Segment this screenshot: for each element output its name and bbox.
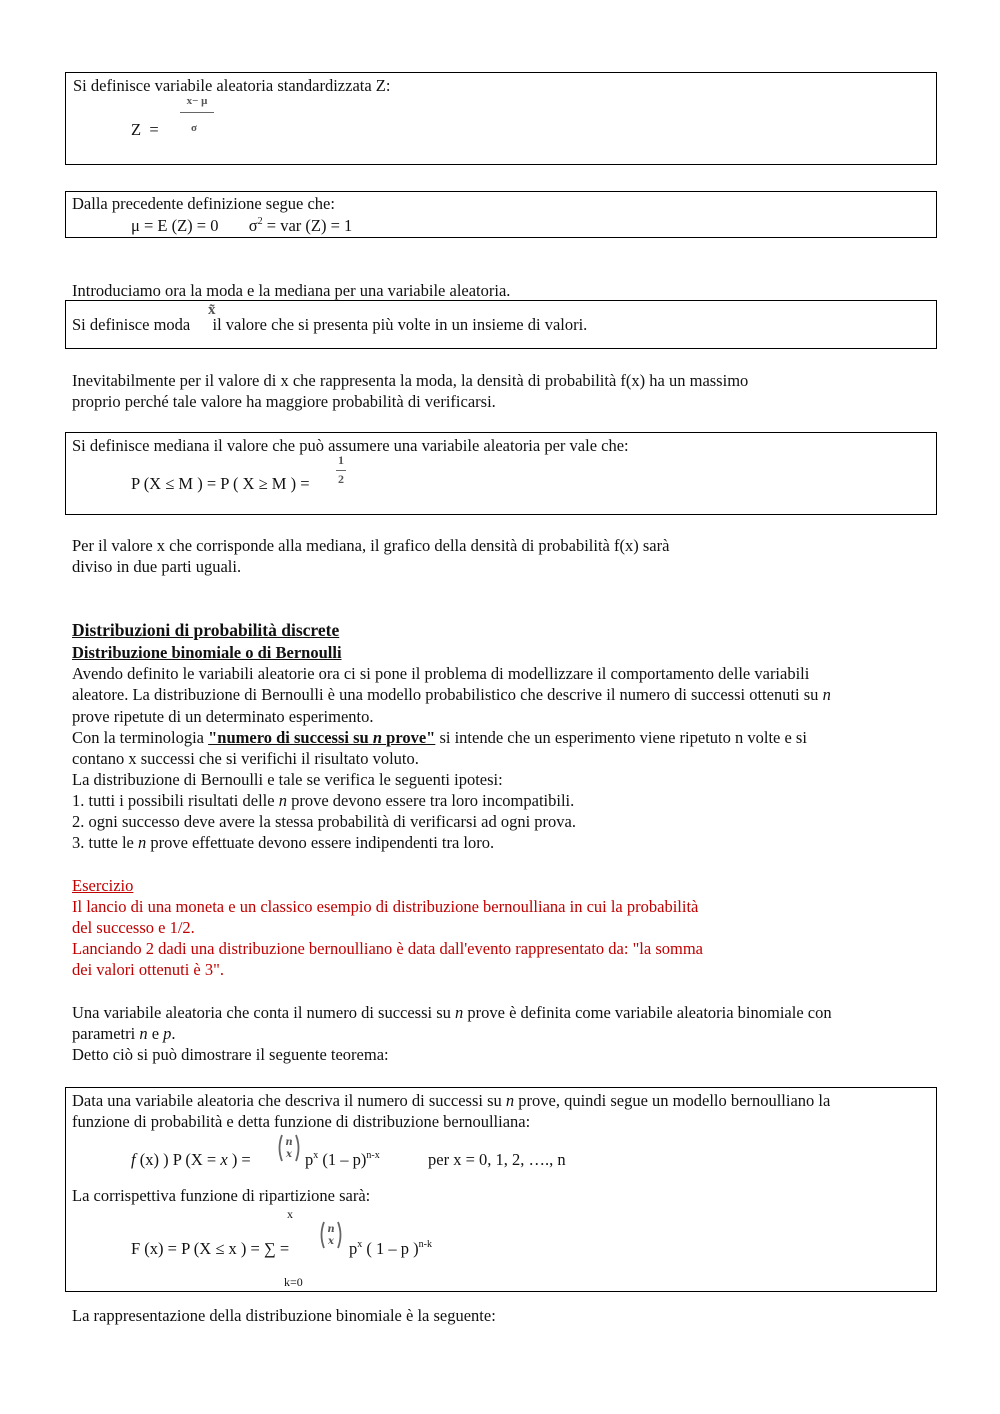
range-x: per x = 0, 1, 2, …., n [428, 1150, 566, 1169]
binom-1-bottom: x [286, 1149, 292, 1160]
params-and: e [151, 1024, 160, 1043]
bernoulli-line-1: Avendo definito le variabili aleatorie ora ci si pone il problema di modellizzare il comportamento delle variabili [72, 664, 810, 683]
item1-pre: 1. tutti i possibili risultati delle [72, 791, 275, 810]
binomial-line-1-post: prove è definita come variabile aleatoria binomiale con [467, 1003, 832, 1022]
mediana-paragraph-line-1: Per il valore x che corrisponde alla mediana, il grafico della densità di probabilità f(x) sarà [72, 536, 670, 555]
theorem-line-2: funzione di probabilità e detta funzione di distribuzione bernoulliana: [72, 1112, 531, 1131]
one-minus-p: (1 – p) [322, 1150, 367, 1169]
binomial-line-2 [72, 1023, 176, 1044]
binom-2-bottom: x [328, 1236, 334, 1247]
z-denominator: σ [191, 122, 197, 134]
f-mid: (x) ) P (X = [139, 1150, 217, 1169]
binom-2-top: n [327, 1224, 335, 1235]
moda-paragraph-line-2: proprio perché tale valore ha maggiore probabilità di verificarsi. [72, 392, 496, 411]
theorem-line-1-post: prove, quindi segue un modello bernoulliano la [518, 1091, 831, 1110]
hypothesis-item-3 [72, 832, 494, 853]
half-denominator: 2 [338, 472, 344, 486]
item1-post: prove devono essere tra loro incompatibili. [291, 791, 575, 810]
bernoulli-line-2-text: aleatore. La distribuzione di Bernoulli è una modello probabilistico che descrive il numero di successi ottenuti su [72, 685, 819, 704]
moda-after: il valore che si presenta più volte in un insieme di valori. [212, 315, 588, 334]
binomial-line-3: Detto ciò si può dimostrare il seguente teorema: [72, 1045, 389, 1064]
sum-symbol: ∑ = [263, 1239, 290, 1258]
item1-n: n [278, 791, 287, 810]
exercise-title: Esercizio [72, 876, 134, 895]
one-minus-p-exp: n-x [366, 1150, 380, 1161]
moda-before: Si definisce moda [72, 315, 191, 334]
variable-n: n [822, 685, 831, 704]
probability-function-formula [131, 1150, 251, 1170]
f-x: x [220, 1150, 228, 1169]
binomial-coefficient-2 [318, 1220, 344, 1250]
terminology-bold-1: "numero di successi su [208, 728, 369, 747]
intro-moda-text: Introduciamo ora la moda e la mediana per una variabile aleatoria. [72, 281, 511, 300]
mean-var-intro: Dalla precedente definizione segue che: [72, 194, 335, 213]
half-numerator: 1 [338, 453, 344, 467]
z-label: Z = [131, 120, 159, 139]
binomial-line-1 [72, 1002, 832, 1023]
half-fraction-line [336, 470, 346, 471]
param-n: n [139, 1024, 148, 1043]
exercise-line-1: Il lancio di una moneta e un classico esempio di distribuzione bernoulliana in cui la probabilità [72, 897, 699, 916]
distribution-function-intro: La corrispettiva funzione di ripartizione sarà: [72, 1186, 371, 1205]
item3-pre: 3. tutte le [72, 833, 134, 852]
theorem-line-1 [72, 1091, 830, 1111]
mediana-paragraph-line-2: diviso in due parti uguali. [72, 557, 242, 576]
section-heading: Distribuzioni di probabilità discrete [72, 620, 340, 640]
exercise-line-3: Lanciando 2 dadi una distribuzione bernoulliano è data dall'evento rappresentato da: "la somma [72, 939, 703, 958]
mu-formula: μ = E (Z) = 0 [131, 216, 219, 235]
bernoulli-line-6: La distribuzione di Bernoulli e tale se verifica le seguenti ipotesi: [72, 770, 503, 789]
p-exp: x [313, 1150, 319, 1161]
item3-post: prove effettuate devono essere indipendenti tra loro. [150, 833, 495, 852]
bernoulli-line-4 [72, 727, 807, 748]
sigma-exponent: 2 [257, 216, 263, 227]
binomial-coefficient-1 [276, 1133, 302, 1163]
hypothesis-item-1 [72, 790, 574, 811]
moda-symbol: x̃ [208, 302, 216, 318]
terminology-bold-2: prove" [386, 728, 436, 747]
terminology-bold [208, 728, 435, 747]
bernoulli-line-2 [72, 684, 831, 705]
sum-upper-limit: x [287, 1207, 293, 1221]
exercise-line-4: dei valori ottenuti è 3". [72, 960, 224, 979]
closing-text: La rappresentazione della distribuzione binomiale è la seguente: [72, 1306, 496, 1325]
param-p: p [163, 1024, 172, 1043]
hypothesis-item-2: 2. ogni successo deve avere la stessa probabilità di verificarsi ad ogni prova. [72, 812, 576, 831]
f-post: ) = [231, 1150, 251, 1169]
params-period: . [171, 1024, 176, 1043]
item3-n: n [137, 833, 147, 852]
definition-standardized-text: Si definisce variabile aleatoria standardizzata Z: [73, 76, 391, 95]
moda-paragraph-line-1: Inevitabilmente per il valore di x che rappresenta la moda, la densità di probabilità f(x) ha un massimo [72, 371, 749, 390]
sigma-symbol: σ [248, 216, 258, 235]
moda-definition [72, 315, 587, 335]
theorem-n: n [505, 1091, 515, 1110]
F-pre: F (x) = P (X ≤ x ) = [131, 1239, 260, 1258]
mediana-formula: P (X ≤ M ) = P ( X ≥ M ) = [131, 474, 310, 493]
distribution-function-rest [349, 1239, 432, 1259]
mean-formula [131, 216, 352, 236]
p-symbol: p [305, 1150, 314, 1169]
probability-function-rest [305, 1150, 380, 1170]
binom-1-top: n [285, 1137, 293, 1148]
z-numerator: x− μ [186, 95, 208, 107]
subsection-heading: Distribuzione binomiale o di Bernoulli [72, 643, 342, 662]
binomial-line-1-pre: Una variabile aleatoria che conta il numero di successi su [72, 1003, 451, 1022]
bernoulli-line-5: contano x successi che si verifichi il risultato voluto. [72, 749, 419, 768]
mediana-definition: Si definisce mediana il valore che può assumere una variabile aleatoria per vale che: [72, 436, 629, 455]
F-p: p [349, 1239, 358, 1258]
var-formula: = var (Z) = 1 [266, 216, 353, 235]
exercise-line-2: del successo e 1/2. [72, 918, 195, 937]
F-rest: ( 1 – p ) [366, 1239, 419, 1258]
terminology-bold-n: n [372, 728, 383, 747]
theorem-line-1-pre: Data una variabile aleatoria che descriva il numero di successi su [72, 1091, 502, 1110]
z-fraction-line [180, 112, 214, 113]
terminology-pre: Con la terminologia [72, 728, 204, 747]
distribution-function-formula [131, 1239, 289, 1259]
params-pre: parametri [72, 1024, 136, 1043]
bernoulli-line-3: prove ripetute di un determinato esperimento. [72, 707, 374, 726]
sum-lower-limit: k=0 [284, 1275, 303, 1289]
f-symbol: f [131, 1150, 136, 1169]
F-rest-exp: n-k [418, 1239, 432, 1250]
binomial-n: n [455, 1003, 464, 1022]
F-p-exp: x [357, 1239, 363, 1250]
terminology-post: si intende che un esperimento viene ripetuto n volte e si [439, 728, 807, 747]
